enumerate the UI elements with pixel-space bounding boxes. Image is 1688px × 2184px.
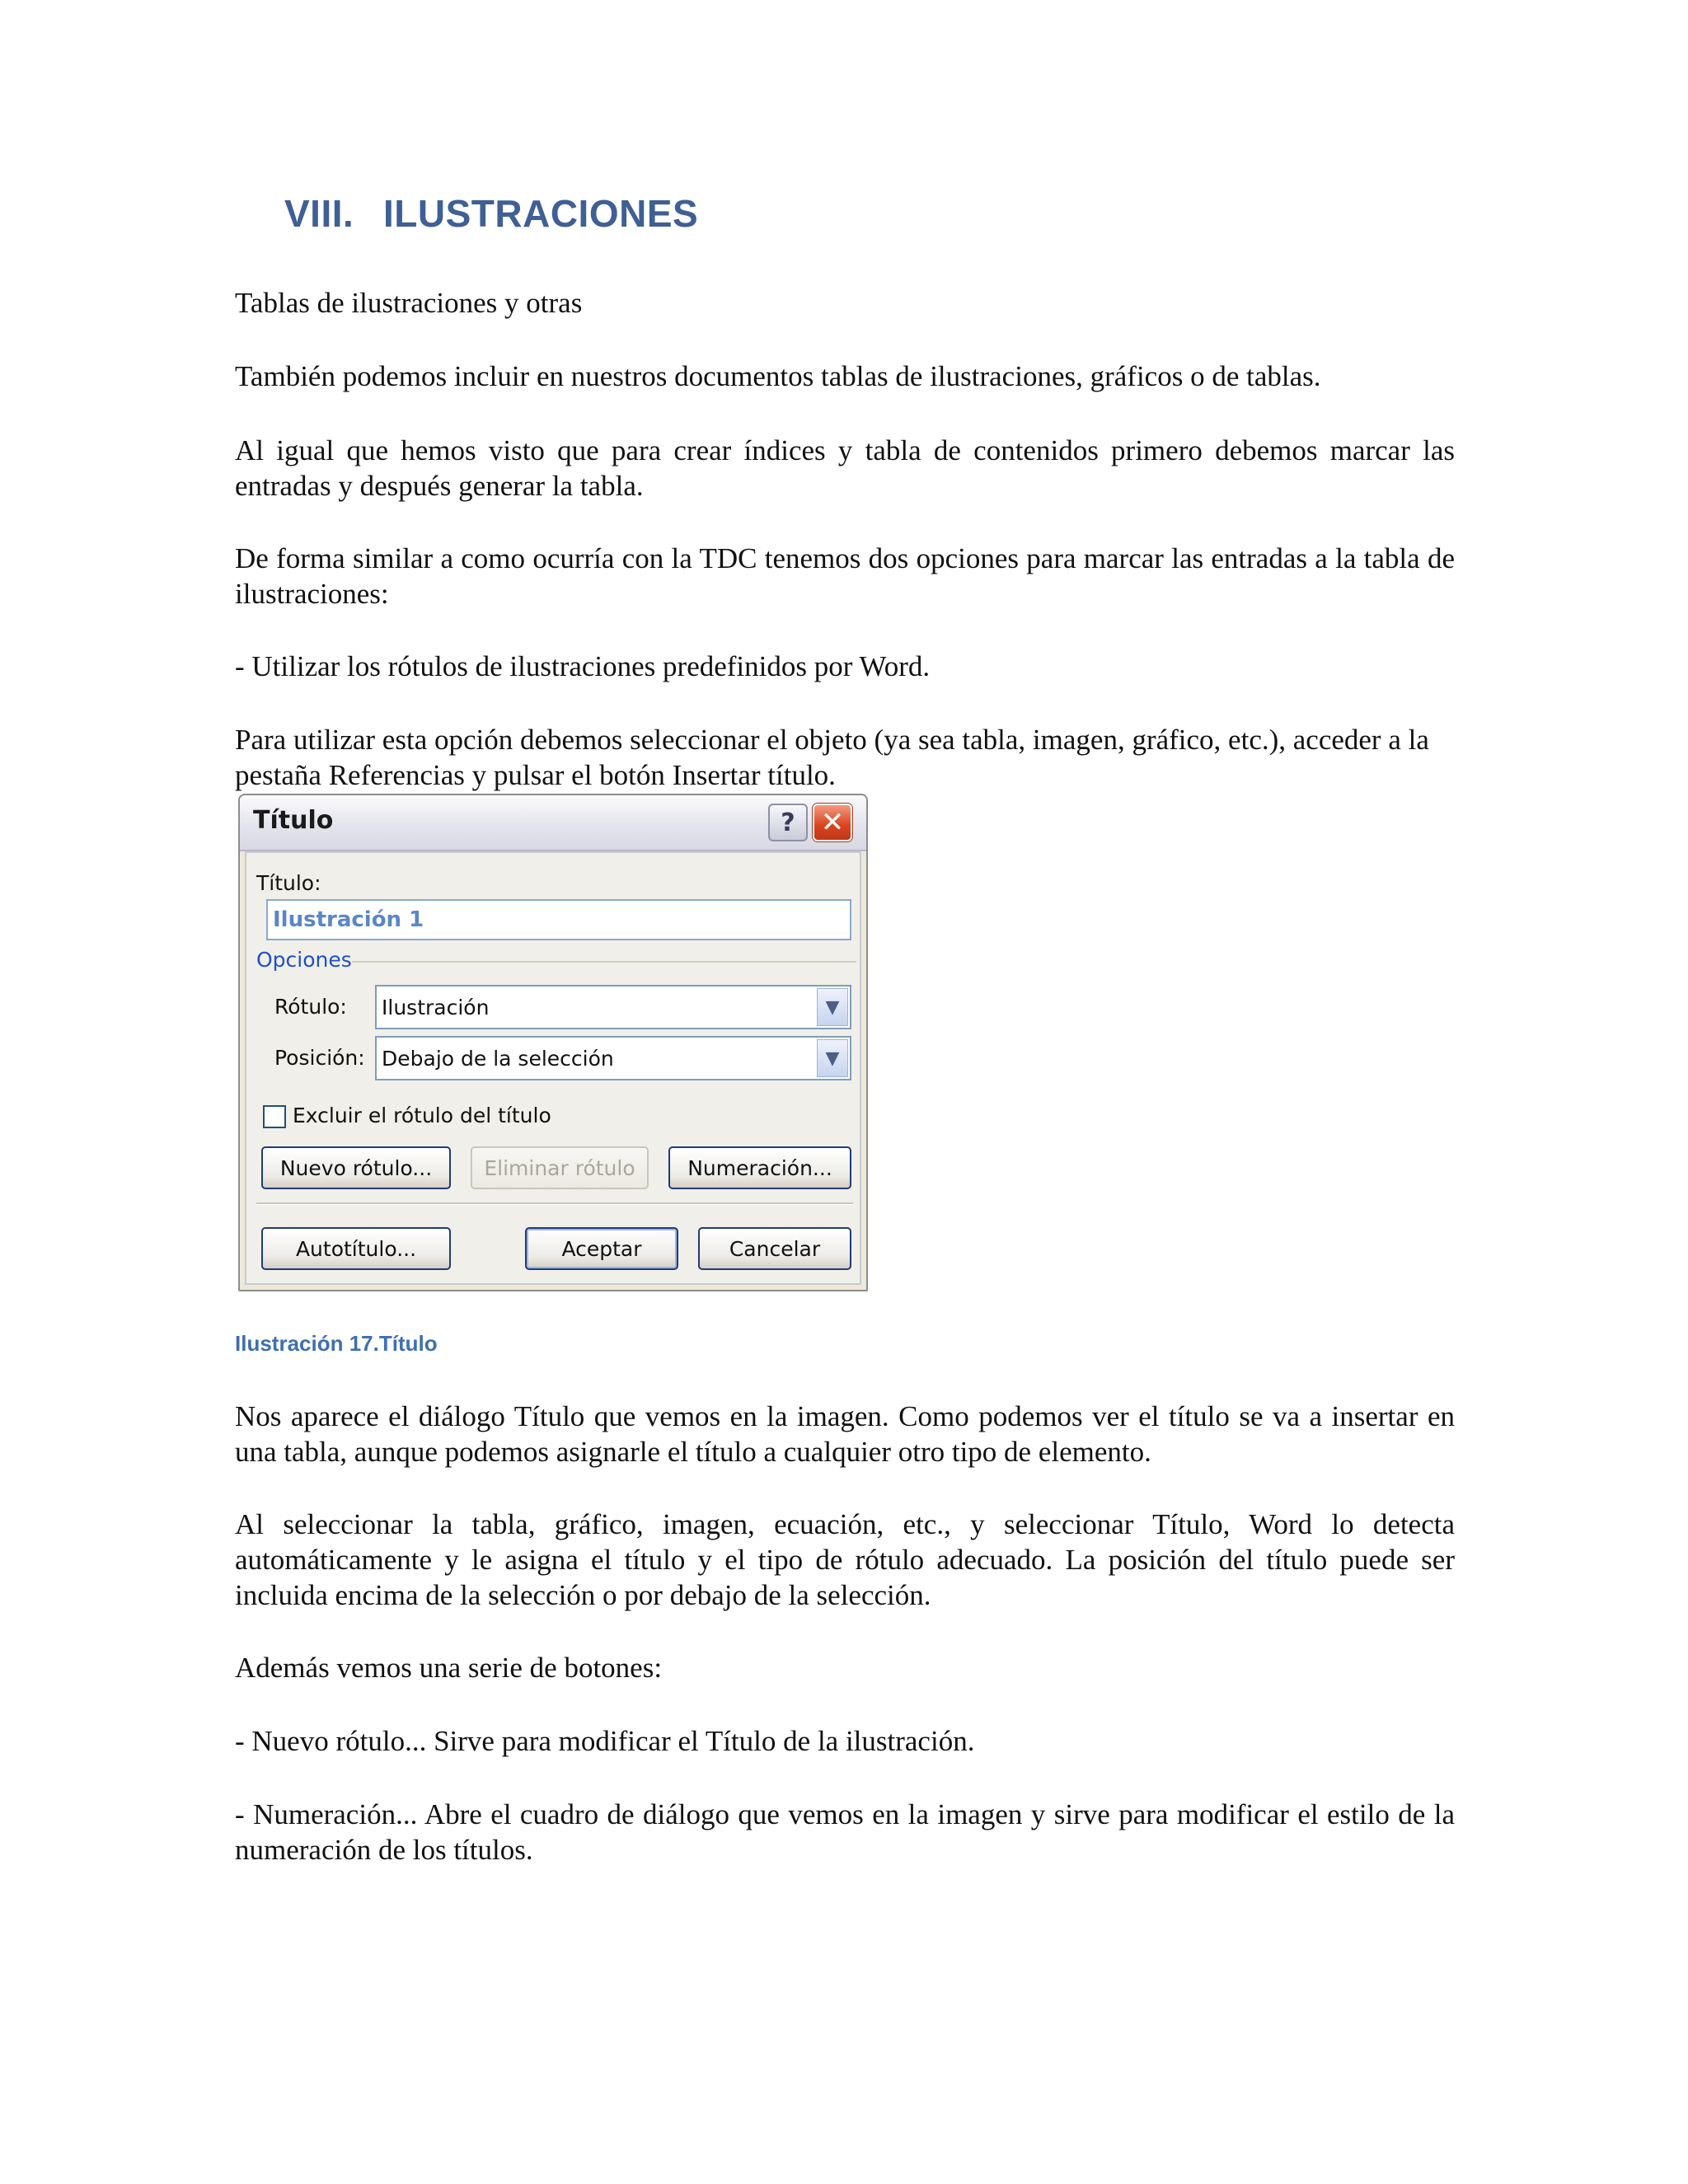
help-glyph: ? xyxy=(781,808,795,837)
paragraph-auto-detect: Al seleccionar la tabla, gráfico, imagen, ecuación, etc., y seleccionar Título, Word lo detecta automáticamente y le asigna el título y el tipo de rótulo adecuado. La posición del título puede ser incluida encima de la selección o por debajo de la selección. xyxy=(235,1508,1455,1611)
button-separator xyxy=(256,1202,853,1205)
posicion-label: Posición: xyxy=(274,1046,365,1070)
chevron-down-icon[interactable]: ▼ xyxy=(817,1039,848,1077)
section-title: ILUSTRACIONES xyxy=(383,192,699,235)
paragraph-option-1: - Utilizar los rótulos de ilustraciones predefinidos por Word. xyxy=(235,650,931,682)
dialog-body xyxy=(245,851,861,1285)
cancelar-button[interactable]: Cancelar xyxy=(698,1227,851,1270)
exclude-label: Excluir el rótulo del título xyxy=(293,1104,551,1127)
paragraph-buttons-intro: Además vemos una serie de botones: xyxy=(235,1652,663,1684)
aceptar-button[interactable]: Aceptar xyxy=(525,1227,678,1270)
rotulo-select[interactable] xyxy=(375,985,851,1029)
titulo-dialog xyxy=(238,794,868,1291)
options-group-label: Opciones xyxy=(256,948,352,972)
paragraph-marking: Al igual que hemos visto que para crear índices y tabla de contenidos primero debemos marcar las entradas y después generar la tabla. xyxy=(235,434,1455,502)
close-glyph: ✕ xyxy=(820,806,845,839)
section-heading xyxy=(284,191,698,236)
paragraph-numeracion: - Numeración... Abre el cuadro de diálogo que vemos en la imagen y sirve para modificar el estilo de la numeración de los títulos. xyxy=(235,1798,1455,1866)
paragraph-subtitle: Tablas de ilustraciones y otras xyxy=(235,287,583,319)
rotulo-label: Rótulo: xyxy=(274,995,347,1019)
close-icon[interactable] xyxy=(813,804,852,841)
autotitulo-button[interactable]: Autotítulo... xyxy=(261,1227,451,1270)
title-input-value: Ilustración 1 xyxy=(273,907,424,932)
paragraph-dialog-intro: Nos aparece el diálogo Título que vemos en la imagen. Como podemos ver el título se va a insertar en una tabla, aunque podemos asignarle el título a cualquier otro tipo de elemento. xyxy=(235,1400,1455,1468)
help-icon[interactable] xyxy=(768,804,808,841)
paragraph-how-to: Para utilizar esta opción debemos seleccionar el objeto (ya sea tabla, imagen, gráfico, etc.), acceder a la pestaña Referencias y pulsar el botón Insertar título. xyxy=(235,724,1429,791)
posicion-select-value: Debajo de la selección xyxy=(382,1046,614,1071)
options-divider xyxy=(352,961,856,963)
nuevo-rotulo-button[interactable]: Nuevo rótulo... xyxy=(261,1146,451,1189)
title-input[interactable] xyxy=(266,899,851,940)
posicion-select[interactable] xyxy=(375,1036,851,1080)
exclude-checkbox[interactable] xyxy=(263,1105,286,1128)
rotulo-select-value: Ilustración xyxy=(382,995,490,1019)
title-field-label: Título: xyxy=(256,871,321,895)
paragraph-options: De forma similar a como ocurría con la TDC tenemos dos opciones para marcar las entradas a la tabla de ilustraciones: xyxy=(235,542,1455,610)
paragraph-intro: También podemos incluir en nuestros documentos tablas de ilustraciones, gráficos o de tablas. xyxy=(235,360,1321,392)
dialog-titlebar xyxy=(240,795,866,851)
figure-caption: Ilustración 17.Título xyxy=(235,1331,438,1356)
chevron-down-icon[interactable]: ▼ xyxy=(817,988,848,1026)
dialog-title: Título xyxy=(253,806,334,835)
eliminar-rotulo-button[interactable]: Eliminar rótulo xyxy=(471,1146,649,1189)
numeracion-button[interactable]: Numeración... xyxy=(668,1146,851,1189)
section-number: VIII. xyxy=(284,192,354,235)
paragraph-nuevo-rotulo: - Nuevo rótulo... Sirve para modificar el Título de la ilustración. xyxy=(235,1725,975,1757)
